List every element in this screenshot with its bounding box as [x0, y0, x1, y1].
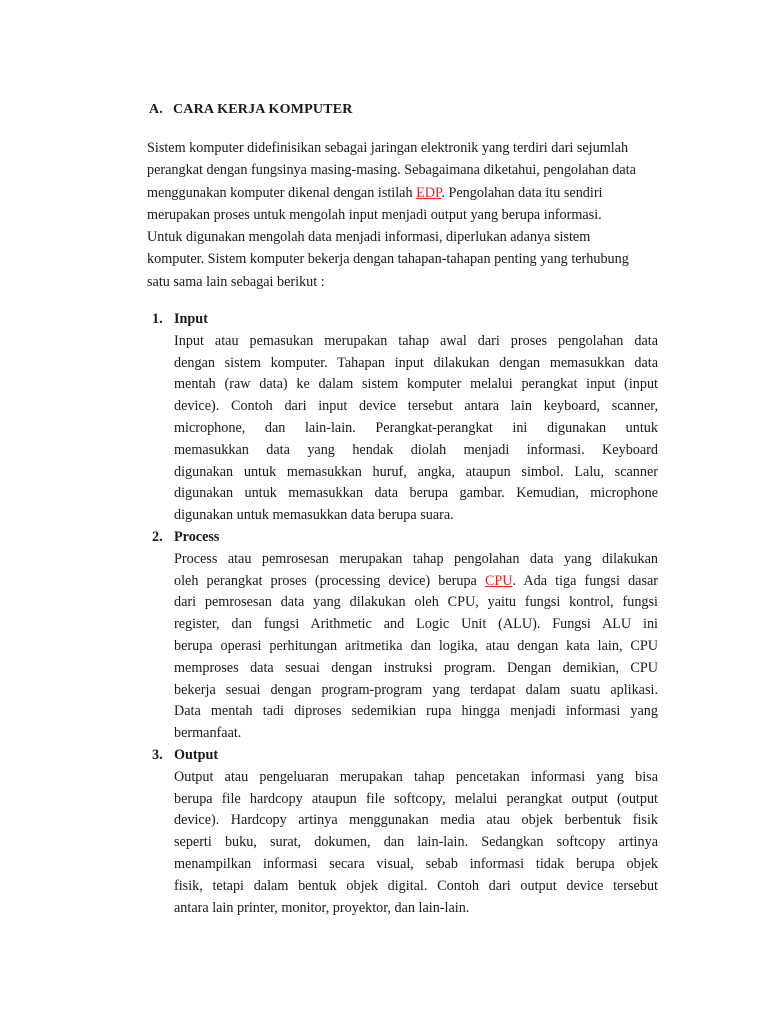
body-line: Process atau pemrosesan merupakan tahap pengolahan data yang dilakukan: [174, 550, 658, 567]
intro-line: merupakan proses untuk mengolah input menjadi output yang berupa informasi.: [147, 206, 602, 223]
intro-text: menggunakan komputer dikenal dengan istilah: [147, 184, 417, 201]
section-letter: A.: [149, 102, 164, 117]
item-body: [174, 331, 658, 527]
intro-line: [147, 182, 662, 204]
body-line: seperti buku, surat, dokumen, dan lain-lain. Sedangkan softcopy artinya: [174, 834, 658, 851]
body-line: fisik, tetapi dalam bentuk objek digital. Contoh dari output device tersebut: [174, 877, 658, 894]
intro-paragraph: [147, 137, 662, 293]
cpu-link[interactable]: CPU: [484, 572, 513, 589]
intro-line: Sistem komputer didefinisikan sebagai jaringan elektronik yang terdiri dari sejumlah: [147, 140, 629, 156]
item-body: [174, 549, 658, 745]
body-line: bermanfaat.: [174, 725, 242, 742]
intro-line: perangkat dengan fungsinya masing-masing. Sebagaimana diketahui, pengolahan data: [147, 162, 636, 179]
intro-line: satu sama lain sebagai berikut :: [147, 273, 325, 290]
list-item-process: [152, 527, 658, 745]
body-line: Data mentah tadi diproses sedemikian rupa hingga menjadi informasi yang: [174, 703, 658, 720]
body-line: menampilkan informasi secara visual, sebab informasi tidak berupa objek: [174, 855, 658, 872]
steps-list: [152, 309, 658, 919]
item-title: Output: [174, 746, 219, 763]
body-line: berupa file hardcopy ataupun file softcopy, melalui perangkat output (output: [174, 790, 658, 807]
edp-link[interactable]: EDP: [416, 184, 442, 201]
intro-line: komputer. Sistem komputer bekerja dengan tahapan-tahapan penting yang terhubung: [147, 251, 629, 268]
item-number: 3.: [152, 746, 163, 763]
body-line: dari pemrosesan data yang dilakukan oleh CPU, yaitu fungsi kontrol, fungsi: [174, 594, 658, 611]
body-line: bekerja sesuai dengan program-program yang terdapat dalam suatu aplikasi.: [174, 681, 658, 698]
body-line: register, dan fungsi Arithmetic and Logic Unit (ALU). Fungsi ALU ini: [174, 616, 658, 633]
body-line: microphone, dan lain-lain. Perangkat-perangkat ini digunakan untuk: [174, 419, 658, 436]
intro-line: Untuk digunakan mengolah data menjadi informasi, diperlukan adanya sistem: [147, 229, 591, 246]
body-line: digunakan untuk memasukkan data berupa suara.: [174, 507, 454, 524]
section-title: CARA KERJA KOMPUTER: [173, 102, 353, 117]
section-heading: [149, 102, 353, 118]
body-line: digunakan untuk memasukkan huruf, angka, ataupun simbol. Lalu, scanner: [174, 463, 658, 480]
list-item-output: [152, 745, 658, 919]
intro-text: . Pengolahan data itu sendiri: [441, 184, 603, 201]
body-text: . Ada tiga fungsi dasar: [512, 572, 659, 589]
body-text: oleh perangkat proses (processing device) berupa: [174, 572, 485, 589]
item-title: Input: [174, 311, 208, 327]
item-title: Process: [174, 528, 220, 545]
body-line: mentah (raw data) ke dalam sistem komputer melalui perangkat input (input: [174, 376, 658, 393]
item-number: 2.: [152, 528, 163, 545]
item-number: 1.: [152, 311, 163, 327]
body-line: device). Contoh dari input device tersebut antara lain keyboard, scanner,: [174, 398, 658, 415]
item-body: [174, 767, 658, 920]
body-line: memasukkan data yang hendak diolah menjadi informasi. Keyboard: [174, 441, 658, 458]
body-line: dengan sistem komputer. Tahapan input dilakukan dengan memasukkan data: [174, 354, 658, 371]
body-line: Input atau pemasukan merupakan tahap awal dari proses pengolahan data: [174, 332, 658, 349]
body-line: device). Hardcopy artinya menggunakan media atau objek berbentuk fisik: [174, 812, 658, 829]
body-line: berupa operasi perhitungan aritmetika dan logika, atau dengan kata lain, CPU: [174, 637, 658, 654]
body-line: [174, 571, 658, 593]
body-line: antara lain printer, monitor, proyektor, dan lain-lain.: [174, 899, 470, 916]
body-line: Output atau pengeluaran merupakan tahap pencetakan informasi yang bisa: [174, 768, 658, 785]
body-line: memproses data sesuai dengan instruksi program. Dengan demikian, CPU: [174, 659, 658, 676]
body-line: digunakan untuk memasukkan data berupa gambar. Kemudian, microphone: [174, 485, 658, 502]
list-item-input: [152, 309, 658, 527]
